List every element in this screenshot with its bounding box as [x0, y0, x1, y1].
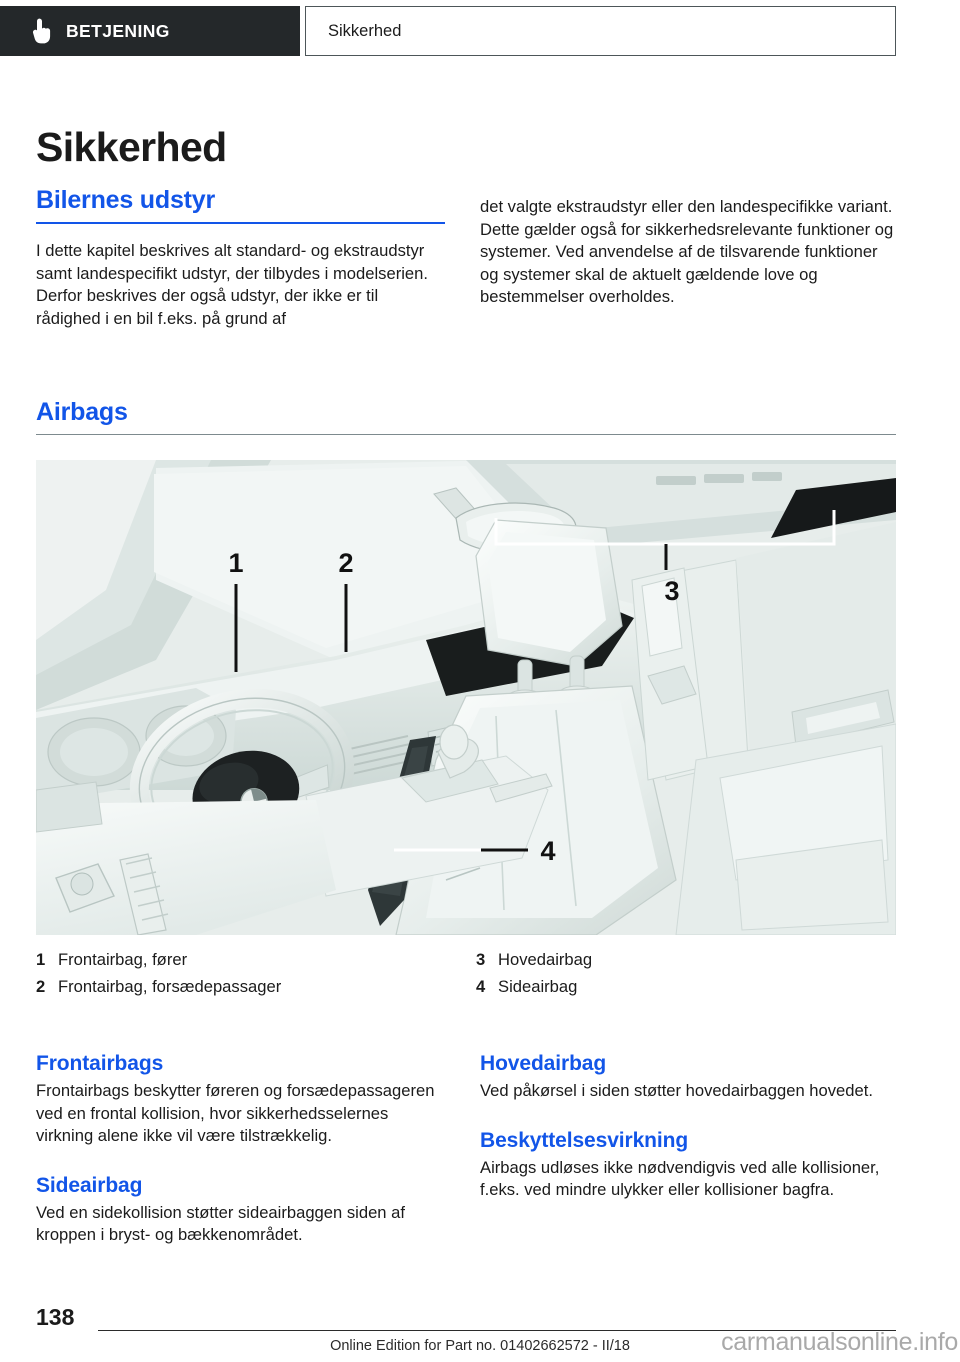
airbags-heading-block — [36, 398, 896, 451]
airbag-overview-illustration — [36, 460, 896, 935]
list-item — [476, 977, 896, 1004]
subsection-heading-frontairbags: Frontairbags — [36, 1052, 164, 1075]
subsection-heading-beskyttelsesvirkning: Beskyttelsesvirkning — [480, 1128, 689, 1152]
list-item — [36, 950, 456, 977]
svg-text:1: 1 — [228, 548, 244, 578]
legend-column-left — [36, 950, 456, 1004]
legend-number: 1 — [36, 950, 46, 969]
legend-number: 2 — [36, 977, 46, 996]
list-item — [36, 977, 456, 1004]
legend-column-right — [476, 950, 896, 1004]
svg-text:4: 4 — [540, 836, 556, 866]
airbags-heading: Airbags — [36, 398, 128, 426]
page-header — [0, 0, 960, 62]
equipment-left-text: I dette kapitel beskrives alt standard- og ekstraudstyr samt landespecifikt udstyr, der tilbydes i modelserien. Derfor beskrives der også udstyr, der ikke er til rådighed i en bil f.eks. på grund af — [36, 241, 428, 328]
subsection-text-frontairbags: Frontairbags beskytter føreren og forsædepassageren ved en frontal kollision, hvor sikkerhedsselernes virkning alene ikke vil være tilstrækkelig. — [36, 1081, 435, 1146]
legend-number: 3 — [476, 950, 486, 969]
breadcrumb-label: Sikkerhed — [328, 21, 402, 40]
subsection-text-sideairbag: Ved en sidekollision støtter sideairbaggen siden af kroppen i bryst- og bækkenområdet. — [36, 1202, 405, 1245]
subsection-text-hovedairbag: Ved påkørsel i siden støtter hovedairbaggen hovedet. — [480, 1081, 873, 1100]
pointing-hand-icon — [32, 18, 52, 44]
airbags-left-subsections — [36, 1052, 445, 1247]
airbag-legend — [36, 950, 896, 1010]
page-title: Sikkerhed — [36, 124, 227, 171]
equipment-left-column — [36, 186, 445, 330]
legend-label: Frontairbag, fører — [58, 950, 188, 969]
equipment-right-column — [480, 196, 896, 309]
equipment-heading-rule — [36, 222, 445, 224]
subsection-text-beskyttelsesvirkning: Airbags udløses ikke nødvendigvis ved alle kollisioner, f.eks. ved mindre ulykker eller kollisioner bagfra. — [480, 1157, 880, 1200]
equipment-right-text: det valgte ekstraudstyr eller den landespecifikke variant. Dette gælder også for sikkerhedsrelevante funktioner og systemer. Ved anvendelse af de tilsvarende funktioner og systemer skal de aktuelt gældende love og bestemmelser overholdes. — [480, 197, 894, 307]
legend-label: Hovedairbag — [498, 950, 593, 969]
section-tab-betjening[interactable] — [0, 6, 300, 56]
legend-number: 4 — [476, 977, 486, 996]
airbags-heading-rule — [36, 434, 896, 435]
subsection-heading-sideairbag: Sideairbag — [36, 1173, 143, 1197]
svg-text:3: 3 — [664, 576, 680, 606]
watermark: carmanualsonline.info — [721, 1328, 958, 1356]
svg-text:2: 2 — [338, 548, 354, 578]
breadcrumb — [305, 6, 896, 56]
section-tab-label: BETJENING — [66, 20, 170, 41]
subsection-heading-hovedairbag: Hovedairbag — [480, 1052, 607, 1075]
equipment-heading: Bilernes udstyr — [36, 186, 216, 214]
page-number: 138 — [36, 1304, 75, 1330]
footer-note: Online Edition for Part no. 01402662572 - II/18 — [330, 1338, 630, 1354]
list-item — [476, 950, 896, 977]
legend-label: Frontairbag, forsædepassager — [58, 977, 282, 996]
legend-label: Sideairbag — [498, 977, 578, 996]
airbags-right-subsections — [480, 1052, 896, 1202]
